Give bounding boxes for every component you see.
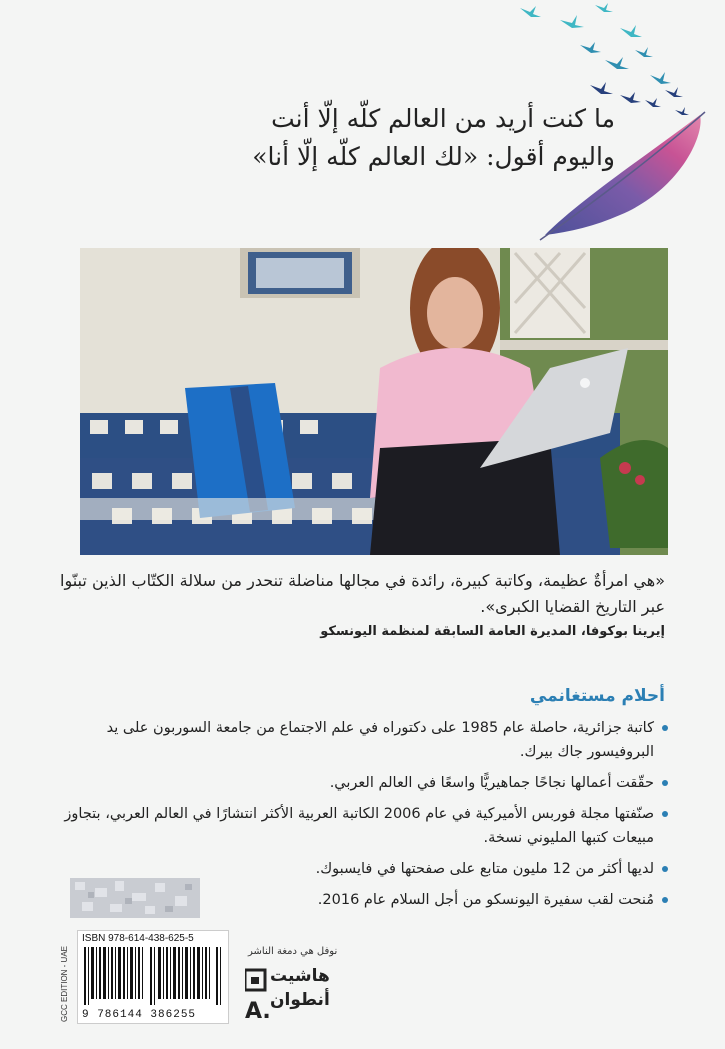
publisher-name-line-1: هاشيت	[270, 966, 330, 986]
publisher-name-line-2: أنطوان	[270, 990, 330, 1010]
bio-item: لديها أكثر من 12 مليون متابع على صفحتها في فايسبوك.	[55, 857, 670, 881]
svg-text:A.: A.	[245, 999, 271, 1023]
cover-quote	[55, 100, 615, 176]
author-name: أحلام مستغانمي	[529, 686, 665, 706]
edition-label: GCC EDITION - UAE	[60, 945, 69, 1022]
bullet-icon	[662, 725, 668, 731]
cover-quote-line-1: ما كنت أريد من العالم كلّه إلّا أنت	[271, 104, 615, 133]
hologram-sticker	[70, 878, 200, 918]
barcode	[77, 930, 229, 1024]
barcode-digits: 9 786144 386255	[82, 1009, 197, 1021]
praise-quote: «هي امرأةٌ عظيمة، وكاتبة كبيرة، رائدة في مجالها مناضلة تنحدر من سلالة الكتّاب الذين تبنّوا عبر التاريخ القضايا الكبرى».	[60, 571, 665, 616]
bullet-icon	[662, 897, 668, 903]
bullet-icon	[662, 866, 668, 872]
isbn-label: ISBN 978-614-438-625-5	[82, 933, 194, 944]
bullet-icon	[662, 811, 668, 817]
bio-item: كاتبة جزائرية، حاصلة عام 1985 على دكتوراه في علم الاجتماع من جامعة السوربون على يد البروفيسور جاك بيرك.	[55, 716, 670, 764]
bullet-icon	[662, 780, 668, 786]
bio-item: صنّفتها مجلة فوربس الأميركية في عام 2006 الكاتبة العربية الأكثر انتشارًا في العالم العربي، بتجاوز مبيعات كتبها المليوني نسخة.	[55, 802, 670, 850]
barcode-bars	[84, 947, 222, 1005]
bio-item: حقّقت أعمالها نجاحًا جماهيريًّا واسعًا في العالم العربي.	[55, 771, 670, 795]
bio-item: مُنحت لقب سفيرة اليونسكو من أجل السلام عام 2016.	[55, 888, 670, 912]
cover-quote-line-2: واليوم أقول: «لك العالم كلّه إلّا أنا»	[252, 142, 615, 171]
praise-source: إيرينا بوكوفا، المديرة العامة السابقة لمنظمة اليونسكو	[320, 624, 665, 639]
imprint-line: نوفل هي دمغة الناشر	[248, 946, 338, 957]
author-photo	[80, 248, 668, 555]
